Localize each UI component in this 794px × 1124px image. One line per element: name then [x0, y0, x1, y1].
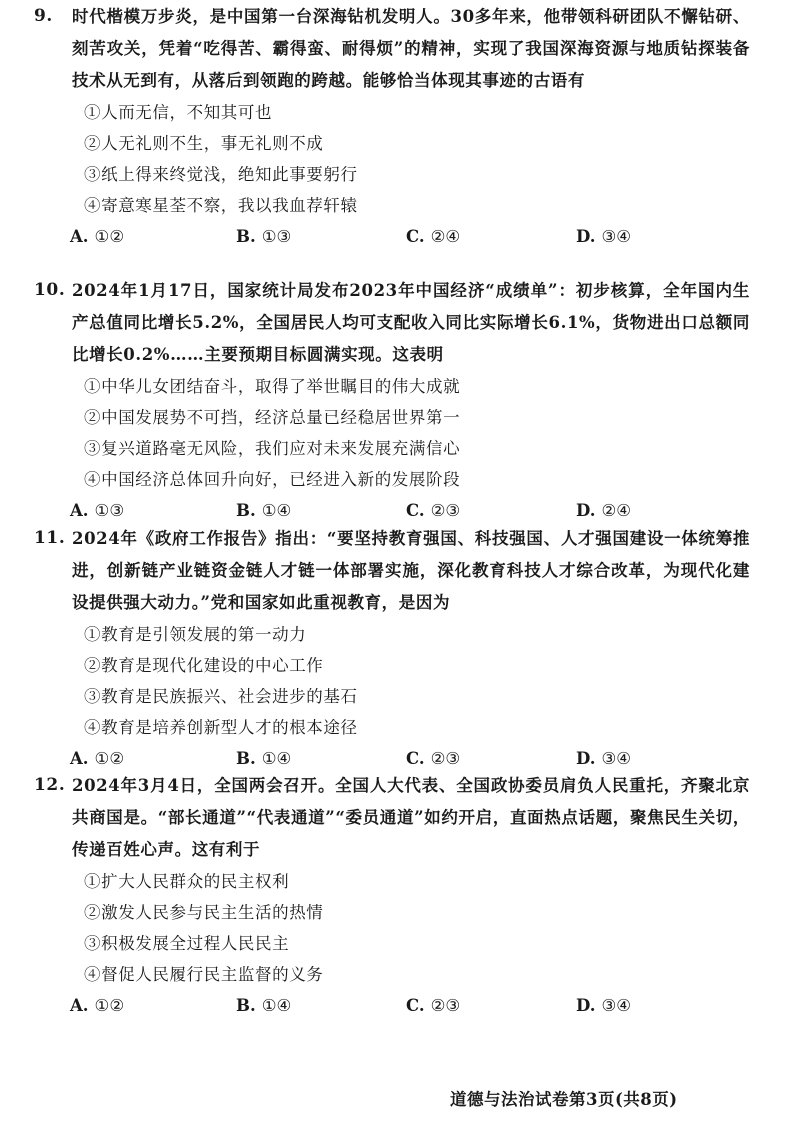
statement-3: ③积极发展全过程人民民主: [84, 934, 290, 953]
choice-a[interactable]: A. ①②: [70, 996, 125, 1015]
choice-b[interactable]: B. ①④: [236, 996, 292, 1015]
question-number: 10.: [34, 280, 66, 300]
statement-3: ③纸上得来终觉浅，绝知此事要躬行: [84, 165, 358, 184]
statement-2: ②教育是现代化建设的中心工作: [84, 656, 324, 675]
question-10: [34, 275, 750, 526]
choice-c[interactable]: C. ②④: [406, 227, 461, 246]
question-text: 2024年《政府工作报告》指出：“要坚持教育强国、科技强国、人才强国建设一体统筹推进，创新链产业链资金链人才链一体部署实施，深化教育科技人才综合改革，为现代化建设提供强大动力。”党和国家如此重视教育，是因为: [72, 529, 750, 612]
choice-c[interactable]: C. ②③: [406, 996, 461, 1015]
answer-choices: [70, 221, 750, 252]
question-text: 2024年1月17日，国家统计局发布2023年中国经济“成绩单”：初步核算，全年国内生产总值同比增长5.2%，全国居民人均可支配收入同比实际增长6.1%，货物进出口总额同比增长0.2%……主要预期目标圆满实现。这表明: [72, 281, 750, 364]
answer-choices: [70, 495, 750, 526]
statement-list: [34, 97, 750, 221]
question-number: 11.: [34, 528, 66, 548]
answer-choices: [70, 990, 750, 1021]
choice-b[interactable]: B. ①③: [236, 227, 292, 246]
choice-d[interactable]: D. ③④: [576, 996, 632, 1015]
page-footer: 道德与法治试卷第3页(共8页): [450, 1090, 678, 1109]
statement-1: ①教育是引领发展的第一动力: [84, 625, 307, 644]
choice-a[interactable]: A. ①②: [70, 749, 125, 768]
statement-4: ④中国经济总体回升向好，已经进入新的发展阶段: [84, 470, 461, 489]
statement-list: [34, 619, 750, 743]
choice-b[interactable]: B. ①④: [236, 749, 292, 768]
question-12: [34, 770, 750, 1021]
choice-d[interactable]: D. ③④: [576, 749, 632, 768]
statement-list: [34, 866, 750, 990]
statement-3: ③复兴道路毫无风险，我们应对未来发展充满信心: [84, 439, 461, 458]
question-text: 2024年3月4日，全国两会召开。全国人大代表、全国政协委员肩负人民重托，齐聚北京共商国是。“部长通道”“代表通道”“委员通道”如约开启，直面热点话题，聚焦民生关切，传递百姓心声。这有利于: [72, 776, 750, 859]
question-number: 12.: [34, 775, 66, 795]
question-text: 时代楷模万步炎，是中国第一台深海钻机发明人。30多年来，他带领科研团队不懈钻研、刻苦攻关，凭着“吃得苦、霸得蛮、耐得烦”的精神，实现了我国深海资源与地质钻探装备技术从无到有，从落后到领跑的跨越。能够恰当体现其事迹的古语有: [72, 7, 750, 90]
statement-1: ①扩大人民群众的民主权利: [84, 872, 290, 891]
statement-4: ④督促人民履行民主监督的义务: [84, 965, 324, 984]
statement-4: ④教育是培养创新型人才的根本途径: [84, 718, 358, 737]
choice-a[interactable]: A. ①②: [70, 227, 125, 246]
choice-c[interactable]: C. ②③: [406, 501, 461, 520]
statement-2: ②人无礼则不生，事无礼则不成: [84, 134, 324, 153]
question-stem: [34, 1, 750, 97]
statement-list: [34, 371, 750, 495]
choice-c[interactable]: C. ②③: [406, 749, 461, 768]
statement-2: ②激发人民参与民主生活的热情: [84, 903, 324, 922]
question-number: 9.: [34, 6, 53, 26]
choice-a[interactable]: A. ①③: [70, 501, 125, 520]
statement-1: ①中华儿女团结奋斗，取得了举世瞩目的伟大成就: [84, 377, 461, 396]
choice-b[interactable]: B. ①④: [236, 501, 292, 520]
question-9: [34, 1, 750, 252]
question-stem: [34, 275, 750, 371]
question-stem: [34, 523, 750, 619]
question-11: [34, 523, 750, 774]
statement-4: ④寄意寒星荃不察，我以我血荐轩辕: [84, 196, 358, 215]
choice-d[interactable]: D. ②④: [576, 501, 632, 520]
question-stem: [34, 770, 750, 866]
statement-3: ③教育是民族振兴、社会进步的基石: [84, 687, 358, 706]
choice-d[interactable]: D. ③④: [576, 227, 632, 246]
statement-2: ②中国发展势不可挡，经济总量已经稳居世界第一: [84, 408, 461, 427]
statement-1: ①人而无信，不知其可也: [84, 103, 273, 122]
